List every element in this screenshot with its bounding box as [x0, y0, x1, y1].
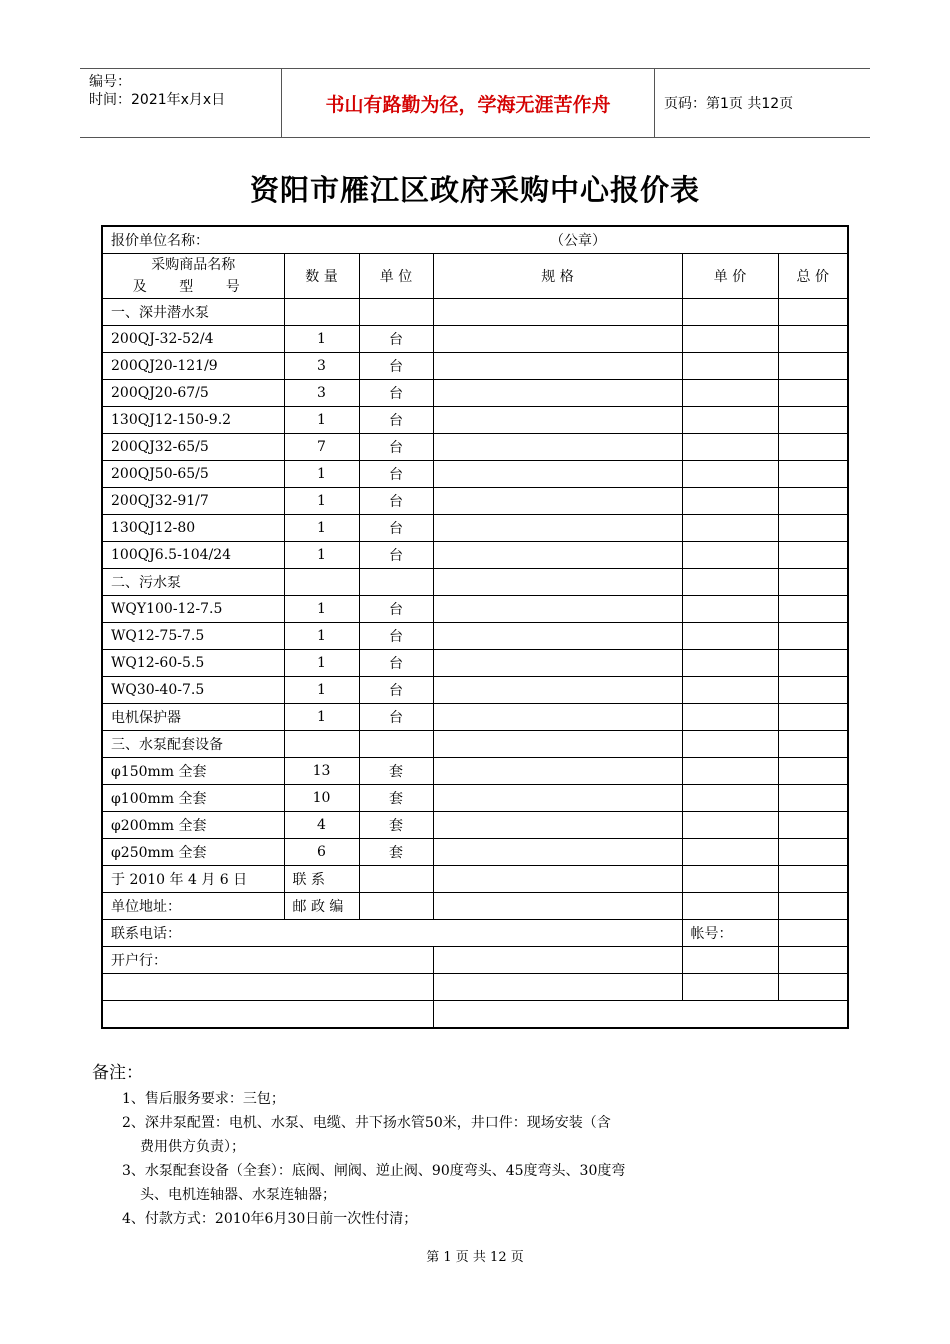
- item-spec-cell: [433, 326, 682, 353]
- table-row: [102, 407, 848, 434]
- item-spec-cell: [433, 353, 682, 380]
- item-price-cell: [682, 353, 778, 380]
- page-header: [80, 68, 870, 138]
- table-row: [102, 542, 848, 569]
- item-price-cell: [682, 407, 778, 434]
- item-qty-cell: 1: [284, 596, 359, 623]
- item-unit-cell: 台: [359, 380, 433, 407]
- time-label: 时间：2021年x月x日: [89, 92, 226, 108]
- item-spec-cell: [433, 569, 682, 596]
- item-qty-cell: 1: [284, 326, 359, 353]
- item-spec-cell: [433, 515, 682, 542]
- item-unit-cell: 台: [359, 677, 433, 704]
- item-qty-cell: 7: [284, 434, 359, 461]
- item-qty-cell: 1: [284, 407, 359, 434]
- item-price-cell: [682, 299, 778, 326]
- account-cell: 帐号：: [682, 920, 778, 947]
- item-unit-cell: 台: [359, 596, 433, 623]
- number-label: 编号：: [89, 74, 131, 90]
- item-name-cell: φ250mm 全套: [102, 839, 284, 866]
- col-header-qty: 数 量: [284, 254, 359, 299]
- item-spec-cell: [433, 812, 682, 839]
- address-row: [102, 893, 848, 920]
- item-unit-cell: 台: [359, 704, 433, 731]
- table-row: [102, 650, 848, 677]
- note-item: 4、付款方式：2010年6月30日前一次性付清；: [122, 1211, 418, 1227]
- item-unit-cell: 台: [359, 488, 433, 515]
- item-spec-cell: [433, 596, 682, 623]
- seal-label: （公章）: [550, 233, 606, 249]
- item-unit-cell: 台: [359, 461, 433, 488]
- item-price-cell: [682, 515, 778, 542]
- quote-unit-cell: [102, 226, 848, 254]
- item-name-cell: WQ12-60-5.5: [102, 650, 284, 677]
- item-name-cell: φ100mm 全套: [102, 785, 284, 812]
- table-row: [102, 731, 848, 758]
- item-spec-cell: [433, 650, 682, 677]
- item-qty-cell: 1: [284, 461, 359, 488]
- item-name-cell: WQY100-12-7.5: [102, 596, 284, 623]
- item-total-cell: [778, 731, 848, 758]
- item-unit-cell: 台: [359, 623, 433, 650]
- item-total-cell: [778, 785, 848, 812]
- item-unit-cell: 台: [359, 326, 433, 353]
- item-spec-cell: [433, 380, 682, 407]
- table-row: [102, 758, 848, 785]
- item-spec-cell: [433, 839, 682, 866]
- item-total-cell: [778, 515, 848, 542]
- item-price-cell: [682, 677, 778, 704]
- table-row: [102, 812, 848, 839]
- col-header-name-line1: 采购商品名称: [151, 257, 236, 273]
- item-price-cell: [682, 434, 778, 461]
- postcode-cell: 邮 政 编: [284, 893, 359, 920]
- item-qty-cell: 3: [284, 380, 359, 407]
- note-item: 3、水泵配套设备（全套）：底阀、闸阀、逆止阀、90度弯头、45度弯头、30度弯: [122, 1163, 626, 1179]
- item-qty-cell: 1: [284, 542, 359, 569]
- item-total-cell: [778, 650, 848, 677]
- quote-unit-label: 报价单位名称：: [111, 233, 209, 249]
- item-price-cell: [682, 461, 778, 488]
- item-price-cell: [682, 839, 778, 866]
- item-rows: [102, 299, 848, 866]
- quote-table: [101, 225, 849, 1029]
- item-spec-cell: [433, 407, 682, 434]
- item-name-cell: 200QJ50-65/5: [102, 461, 284, 488]
- item-unit-cell: [359, 731, 433, 758]
- item-price-cell: [682, 812, 778, 839]
- item-name-cell: 130QJ12-150-9.2: [102, 407, 284, 434]
- item-unit-cell: 台: [359, 407, 433, 434]
- item-spec-cell: [433, 461, 682, 488]
- item-total-cell: [778, 380, 848, 407]
- phone-row: [102, 920, 848, 947]
- item-total-cell: [778, 407, 848, 434]
- item-total-cell: [778, 812, 848, 839]
- item-price-cell: [682, 650, 778, 677]
- item-price-cell: [682, 488, 778, 515]
- item-total-cell: [778, 542, 848, 569]
- quote-unit-row: [102, 226, 848, 254]
- item-price-cell: [682, 569, 778, 596]
- notes-title: 备注：: [92, 1063, 143, 1083]
- item-spec-cell: [433, 677, 682, 704]
- item-total-cell: [778, 839, 848, 866]
- item-price-cell: [682, 542, 778, 569]
- note-item-continuation: 费用供方负责）；: [140, 1139, 245, 1155]
- item-unit-cell: 套: [359, 812, 433, 839]
- item-spec-cell: [433, 434, 682, 461]
- item-unit-cell: [359, 299, 433, 326]
- item-qty-cell: 1: [284, 515, 359, 542]
- date-cell: 于 2010 年 4 月 6 日: [102, 866, 284, 893]
- table-row: [102, 677, 848, 704]
- item-qty-cell: [284, 299, 359, 326]
- item-unit-cell: 套: [359, 758, 433, 785]
- item-qty-cell: 1: [284, 704, 359, 731]
- item-qty-cell: [284, 731, 359, 758]
- col-header-price: 单 价: [682, 254, 778, 299]
- table-row: [102, 596, 848, 623]
- item-total-cell: [778, 677, 848, 704]
- item-spec-cell: [433, 785, 682, 812]
- item-total-cell: [778, 596, 848, 623]
- item-price-cell: [682, 758, 778, 785]
- table-row: [102, 785, 848, 812]
- item-spec-cell: [433, 299, 682, 326]
- item-total-cell: [778, 623, 848, 650]
- item-price-cell: [682, 326, 778, 353]
- item-spec-cell: [433, 704, 682, 731]
- date-row: [102, 866, 848, 893]
- item-unit-cell: 套: [359, 785, 433, 812]
- phone-cell: 联系电话：: [102, 920, 682, 947]
- item-total-cell: [778, 299, 848, 326]
- item-qty-cell: 13: [284, 758, 359, 785]
- column-header-row: [102, 254, 848, 299]
- header-motto: 书山有路勤为径，学海无涯苦作舟: [282, 69, 655, 137]
- col-header-spec: 规 格: [433, 254, 682, 299]
- note-item: 2、深井泵配置：电机、水泵、电缆、井下扬水管50米，井口件：现场安装（含: [122, 1115, 611, 1131]
- item-unit-cell: 台: [359, 353, 433, 380]
- item-qty-cell: 1: [284, 488, 359, 515]
- item-price-cell: [682, 731, 778, 758]
- table-row: [102, 434, 848, 461]
- page-footer: 第 1 页 共 12 页: [426, 1250, 524, 1265]
- item-name-cell: 100QJ6.5-104/24: [102, 542, 284, 569]
- item-qty-cell: 6: [284, 839, 359, 866]
- item-price-cell: [682, 380, 778, 407]
- item-name-cell: 三、水泵配套设备: [102, 731, 284, 758]
- page-info: 页码：第1页 共12页: [664, 96, 794, 112]
- item-price-cell: [682, 704, 778, 731]
- col-header-total: 总 价: [778, 254, 848, 299]
- item-spec-cell: [433, 731, 682, 758]
- item-unit-cell: 台: [359, 515, 433, 542]
- item-qty-cell: 1: [284, 623, 359, 650]
- table-row: [102, 299, 848, 326]
- blank-row: [102, 974, 848, 1001]
- table-row: [102, 380, 848, 407]
- item-name-cell: WQ12-75-7.5: [102, 623, 284, 650]
- item-total-cell: [778, 353, 848, 380]
- note-item: 1、售后服务要求：三包；: [122, 1091, 285, 1107]
- table-row: [102, 488, 848, 515]
- address-cell: 单位地址：: [102, 893, 284, 920]
- table-row: [102, 353, 848, 380]
- item-name-cell: 200QJ20-67/5: [102, 380, 284, 407]
- item-unit-cell: 台: [359, 650, 433, 677]
- item-unit-cell: 套: [359, 839, 433, 866]
- item-total-cell: [778, 758, 848, 785]
- contact-cell: 联 系: [284, 866, 359, 893]
- item-qty-cell: 10: [284, 785, 359, 812]
- notes: [92, 1058, 712, 1231]
- item-unit-cell: [359, 569, 433, 596]
- item-spec-cell: [433, 488, 682, 515]
- item-qty-cell: 3: [284, 353, 359, 380]
- item-name-cell: 200QJ-32-52/4: [102, 326, 284, 353]
- item-name-cell: φ150mm 全套: [102, 758, 284, 785]
- blank-row: [102, 1001, 848, 1029]
- col-header-name-line2: 及 型 号: [132, 279, 254, 295]
- item-total-cell: [778, 569, 848, 596]
- item-price-cell: [682, 785, 778, 812]
- table-row: [102, 569, 848, 596]
- bank-row: [102, 947, 848, 974]
- item-price-cell: [682, 623, 778, 650]
- item-name-cell: 电机保护器: [102, 704, 284, 731]
- item-name-cell: 200QJ32-65/5: [102, 434, 284, 461]
- item-name-cell: 130QJ12-80: [102, 515, 284, 542]
- table-row: [102, 839, 848, 866]
- note-item-continuation: 头、电机连轴器、水泵连轴器；: [140, 1187, 336, 1203]
- item-name-cell: 一、深井潜水泵: [102, 299, 284, 326]
- table-row: [102, 623, 848, 650]
- item-price-cell: [682, 596, 778, 623]
- item-name-cell: WQ30-40-7.5: [102, 677, 284, 704]
- table-row: [102, 461, 848, 488]
- table-row: [102, 326, 848, 353]
- item-unit-cell: 台: [359, 434, 433, 461]
- header-meta: [80, 69, 282, 137]
- item-unit-cell: 台: [359, 542, 433, 569]
- item-total-cell: [778, 488, 848, 515]
- item-total-cell: [778, 326, 848, 353]
- table-row: [102, 704, 848, 731]
- item-name-cell: 二、污水泵: [102, 569, 284, 596]
- item-name-cell: 200QJ32-91/7: [102, 488, 284, 515]
- item-total-cell: [778, 704, 848, 731]
- col-header-name: [102, 254, 284, 299]
- item-qty-cell: 1: [284, 650, 359, 677]
- item-name-cell: 200QJ20-121/9: [102, 353, 284, 380]
- item-name-cell: φ200mm 全套: [102, 812, 284, 839]
- item-spec-cell: [433, 542, 682, 569]
- bank-cell: 开户行：: [102, 947, 433, 974]
- item-spec-cell: [433, 758, 682, 785]
- item-qty-cell: 4: [284, 812, 359, 839]
- item-qty-cell: [284, 569, 359, 596]
- col-header-unit: 单 位: [359, 254, 433, 299]
- page-title: 资阳市雁江区政府采购中心报价表: [249, 173, 700, 207]
- item-qty-cell: 1: [284, 677, 359, 704]
- item-total-cell: [778, 434, 848, 461]
- table-row: [102, 515, 848, 542]
- item-total-cell: [778, 461, 848, 488]
- item-spec-cell: [433, 623, 682, 650]
